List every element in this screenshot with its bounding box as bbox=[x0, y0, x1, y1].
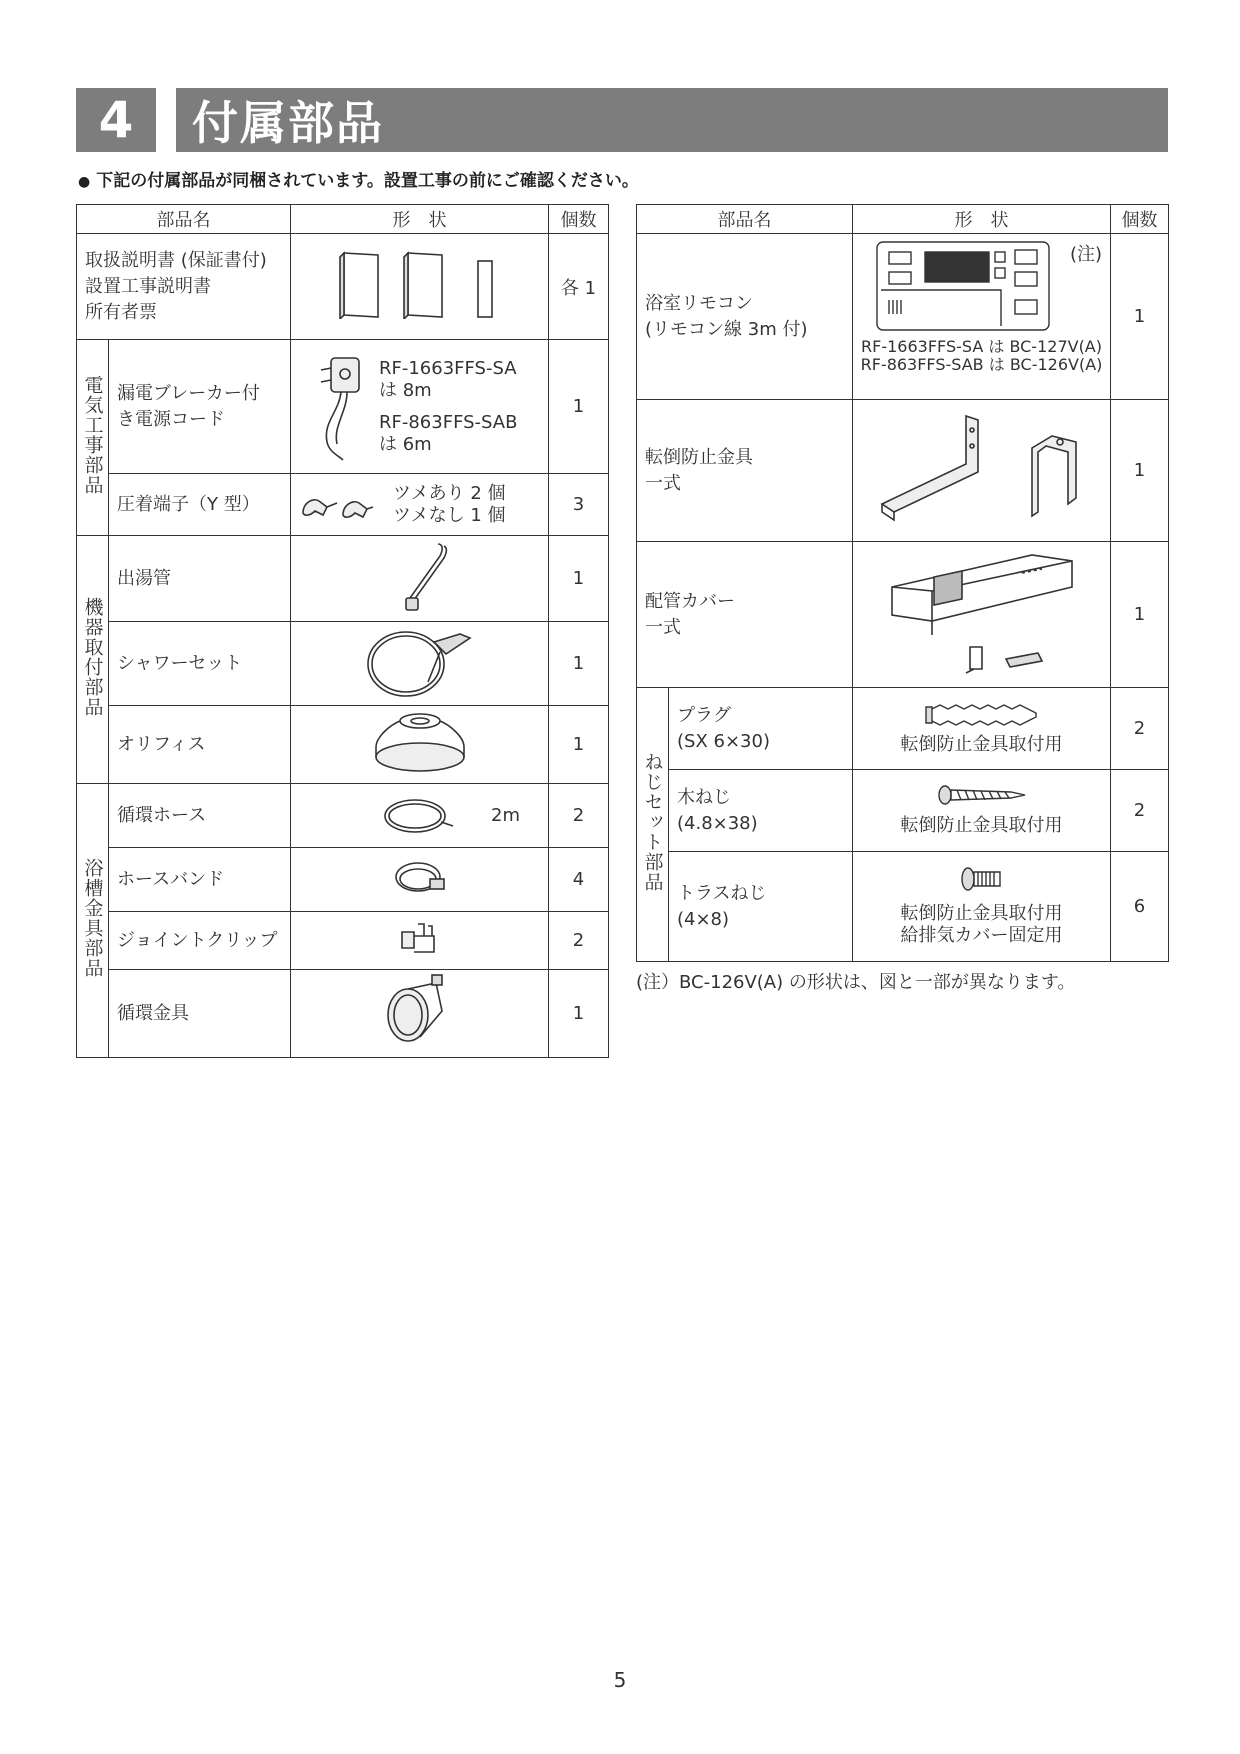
pipe-cover-icon bbox=[882, 547, 1082, 677]
circulation-hose-name: 循環ホース bbox=[109, 784, 291, 848]
remote-name: 浴室リモコン (リモコン線 3m 付) bbox=[637, 234, 853, 400]
spout-pipe-qty: 1 bbox=[549, 536, 609, 622]
spout-pipe-shape bbox=[291, 536, 549, 622]
footnote: (注）BC-126V(A) の形状は、図と一部が異なります。 bbox=[636, 972, 1076, 993]
bath-remote-icon bbox=[875, 240, 1051, 332]
notice-text: 下記の付属部品が同梱されています。設置工事の前にご確認ください。 bbox=[96, 171, 639, 191]
right-parts-table bbox=[636, 204, 1169, 962]
hose-band-name: ホースバンド bbox=[109, 848, 291, 912]
table-row bbox=[77, 474, 609, 536]
joint-clip-icon bbox=[394, 918, 446, 958]
manuals-qty: 各 1 bbox=[549, 234, 609, 340]
remote-caption: RF-1663FFS-SA は BC-127V(A) RF-863FFS-SAB は BC-126V(A) bbox=[860, 337, 1103, 374]
spout-pipe-name: 出湯管 bbox=[109, 536, 291, 622]
table-header-row bbox=[77, 205, 609, 234]
section-number: 4 bbox=[76, 88, 156, 152]
header-shape: 形 状 bbox=[853, 205, 1111, 234]
table-row bbox=[637, 234, 1169, 400]
group-screws-label: ねじセット部品 bbox=[637, 688, 669, 962]
section-header bbox=[76, 88, 1168, 152]
joint-clip-name: ジョイントクリップ bbox=[109, 912, 291, 970]
left-parts-table bbox=[76, 204, 609, 1058]
circulation-fitting-icon bbox=[380, 971, 460, 1051]
power-cord-plug-icon bbox=[313, 352, 369, 462]
manuals-name: 取扱説明書 (保証書付) 設置工事説明書 所有者票 bbox=[77, 234, 291, 340]
crimp-terminal-name: 圧着端子（Y 型） bbox=[109, 474, 291, 536]
table-row bbox=[77, 622, 609, 706]
crimp-terminal-qty: 3 bbox=[549, 474, 609, 536]
shower-set-icon bbox=[360, 622, 480, 700]
hose-band-qty: 4 bbox=[549, 848, 609, 912]
manual-booklets-icon bbox=[330, 249, 510, 319]
group-electric-label: 電気工事部品 bbox=[77, 340, 109, 536]
page-number: 5 bbox=[613, 1668, 627, 1692]
joint-clip-shape bbox=[291, 912, 549, 970]
table-row bbox=[637, 770, 1169, 852]
tipping-bracket-icon bbox=[862, 408, 1102, 528]
hose-band-shape bbox=[291, 848, 549, 912]
table-header-row bbox=[637, 205, 1169, 234]
plug-qty: 2 bbox=[1111, 688, 1169, 770]
truss-screw-icon bbox=[960, 866, 1004, 892]
header-shape: 形 状 bbox=[291, 205, 549, 234]
table-row bbox=[77, 912, 609, 970]
truss-screw-shape: 転倒防止金具取付用 給排気カバー固定用 bbox=[853, 852, 1111, 962]
circulation-fitting-qty: 1 bbox=[549, 970, 609, 1058]
table-row bbox=[637, 688, 1169, 770]
table-row bbox=[77, 706, 609, 784]
truss-screw-name: トラスねじ (4×8) bbox=[669, 852, 853, 962]
table-row bbox=[637, 400, 1169, 542]
plug-anchor-icon bbox=[922, 701, 1042, 729]
header-qty: 個数 bbox=[549, 205, 609, 234]
pipe-cover-shape bbox=[853, 542, 1111, 688]
remote-qty: 1 bbox=[1111, 234, 1169, 400]
group-fitting-label: 機器取付部品 bbox=[77, 536, 109, 784]
crimp-terminal-icon bbox=[297, 485, 375, 525]
spout-pipe-icon bbox=[380, 536, 460, 616]
header-name: 部品名 bbox=[77, 205, 291, 234]
manuals-shape bbox=[291, 234, 549, 340]
table-row bbox=[77, 536, 609, 622]
bullet-icon: ● bbox=[78, 174, 91, 190]
wood-screw-shape: 転倒防止金具取付用 bbox=[853, 770, 1111, 852]
circulation-hose-qty: 2 bbox=[549, 784, 609, 848]
table-row bbox=[77, 340, 609, 474]
tipping-bracket-name: 転倒防止金具 一式 bbox=[637, 400, 853, 542]
tipping-bracket-qty: 1 bbox=[1111, 400, 1169, 542]
crimp-terminal-shape: ツメあり 2 個 ツメなし 1 個 bbox=[291, 474, 549, 536]
remote-shape bbox=[853, 234, 1111, 400]
wood-screw-icon bbox=[937, 784, 1027, 806]
plug-shape: 転倒防止金具取付用 bbox=[853, 688, 1111, 770]
circulation-fitting-shape bbox=[291, 970, 549, 1058]
section-title: 付属部品 bbox=[176, 88, 1168, 152]
orifice-icon bbox=[370, 707, 470, 777]
table-row bbox=[77, 848, 609, 912]
wood-screw-name: 木ねじ (4.8×38) bbox=[669, 770, 853, 852]
table-row bbox=[77, 970, 609, 1058]
hose-band-icon bbox=[390, 855, 450, 899]
notice bbox=[78, 166, 639, 191]
tipping-bracket-shape bbox=[853, 400, 1111, 542]
header-name: 部品名 bbox=[637, 205, 853, 234]
pipe-cover-name: 配管カバー 一式 bbox=[637, 542, 853, 688]
table-row bbox=[77, 234, 609, 340]
pipe-cover-qty: 1 bbox=[1111, 542, 1169, 688]
table-row bbox=[637, 542, 1169, 688]
circulation-hose-shape: 2m bbox=[291, 784, 549, 848]
power-cord-qty: 1 bbox=[549, 340, 609, 474]
power-cord-name: 漏電ブレーカー付 き電源コード bbox=[109, 340, 291, 474]
shower-set-shape bbox=[291, 622, 549, 706]
shower-set-qty: 1 bbox=[549, 622, 609, 706]
plug-name: プラグ (SX 6×30) bbox=[669, 688, 853, 770]
joint-clip-qty: 2 bbox=[549, 912, 609, 970]
circulation-hose-icon bbox=[379, 794, 459, 838]
group-bath-label: 浴槽金具部品 bbox=[77, 784, 109, 1058]
power-cord-shape: RF-1663FFS-SA は 8m RF-863FFS-SAB は 6m bbox=[291, 340, 549, 474]
circulation-fitting-name: 循環金具 bbox=[109, 970, 291, 1058]
orifice-shape bbox=[291, 706, 549, 784]
header-qty: 個数 bbox=[1111, 205, 1169, 234]
orifice-name: オリフィス bbox=[109, 706, 291, 784]
table-row bbox=[637, 852, 1169, 962]
shower-set-name: シャワーセット bbox=[109, 622, 291, 706]
note-mark: (注) bbox=[1069, 244, 1102, 265]
orifice-qty: 1 bbox=[549, 706, 609, 784]
wood-screw-qty: 2 bbox=[1111, 770, 1169, 852]
table-row bbox=[77, 784, 609, 848]
truss-screw-qty: 6 bbox=[1111, 852, 1169, 962]
